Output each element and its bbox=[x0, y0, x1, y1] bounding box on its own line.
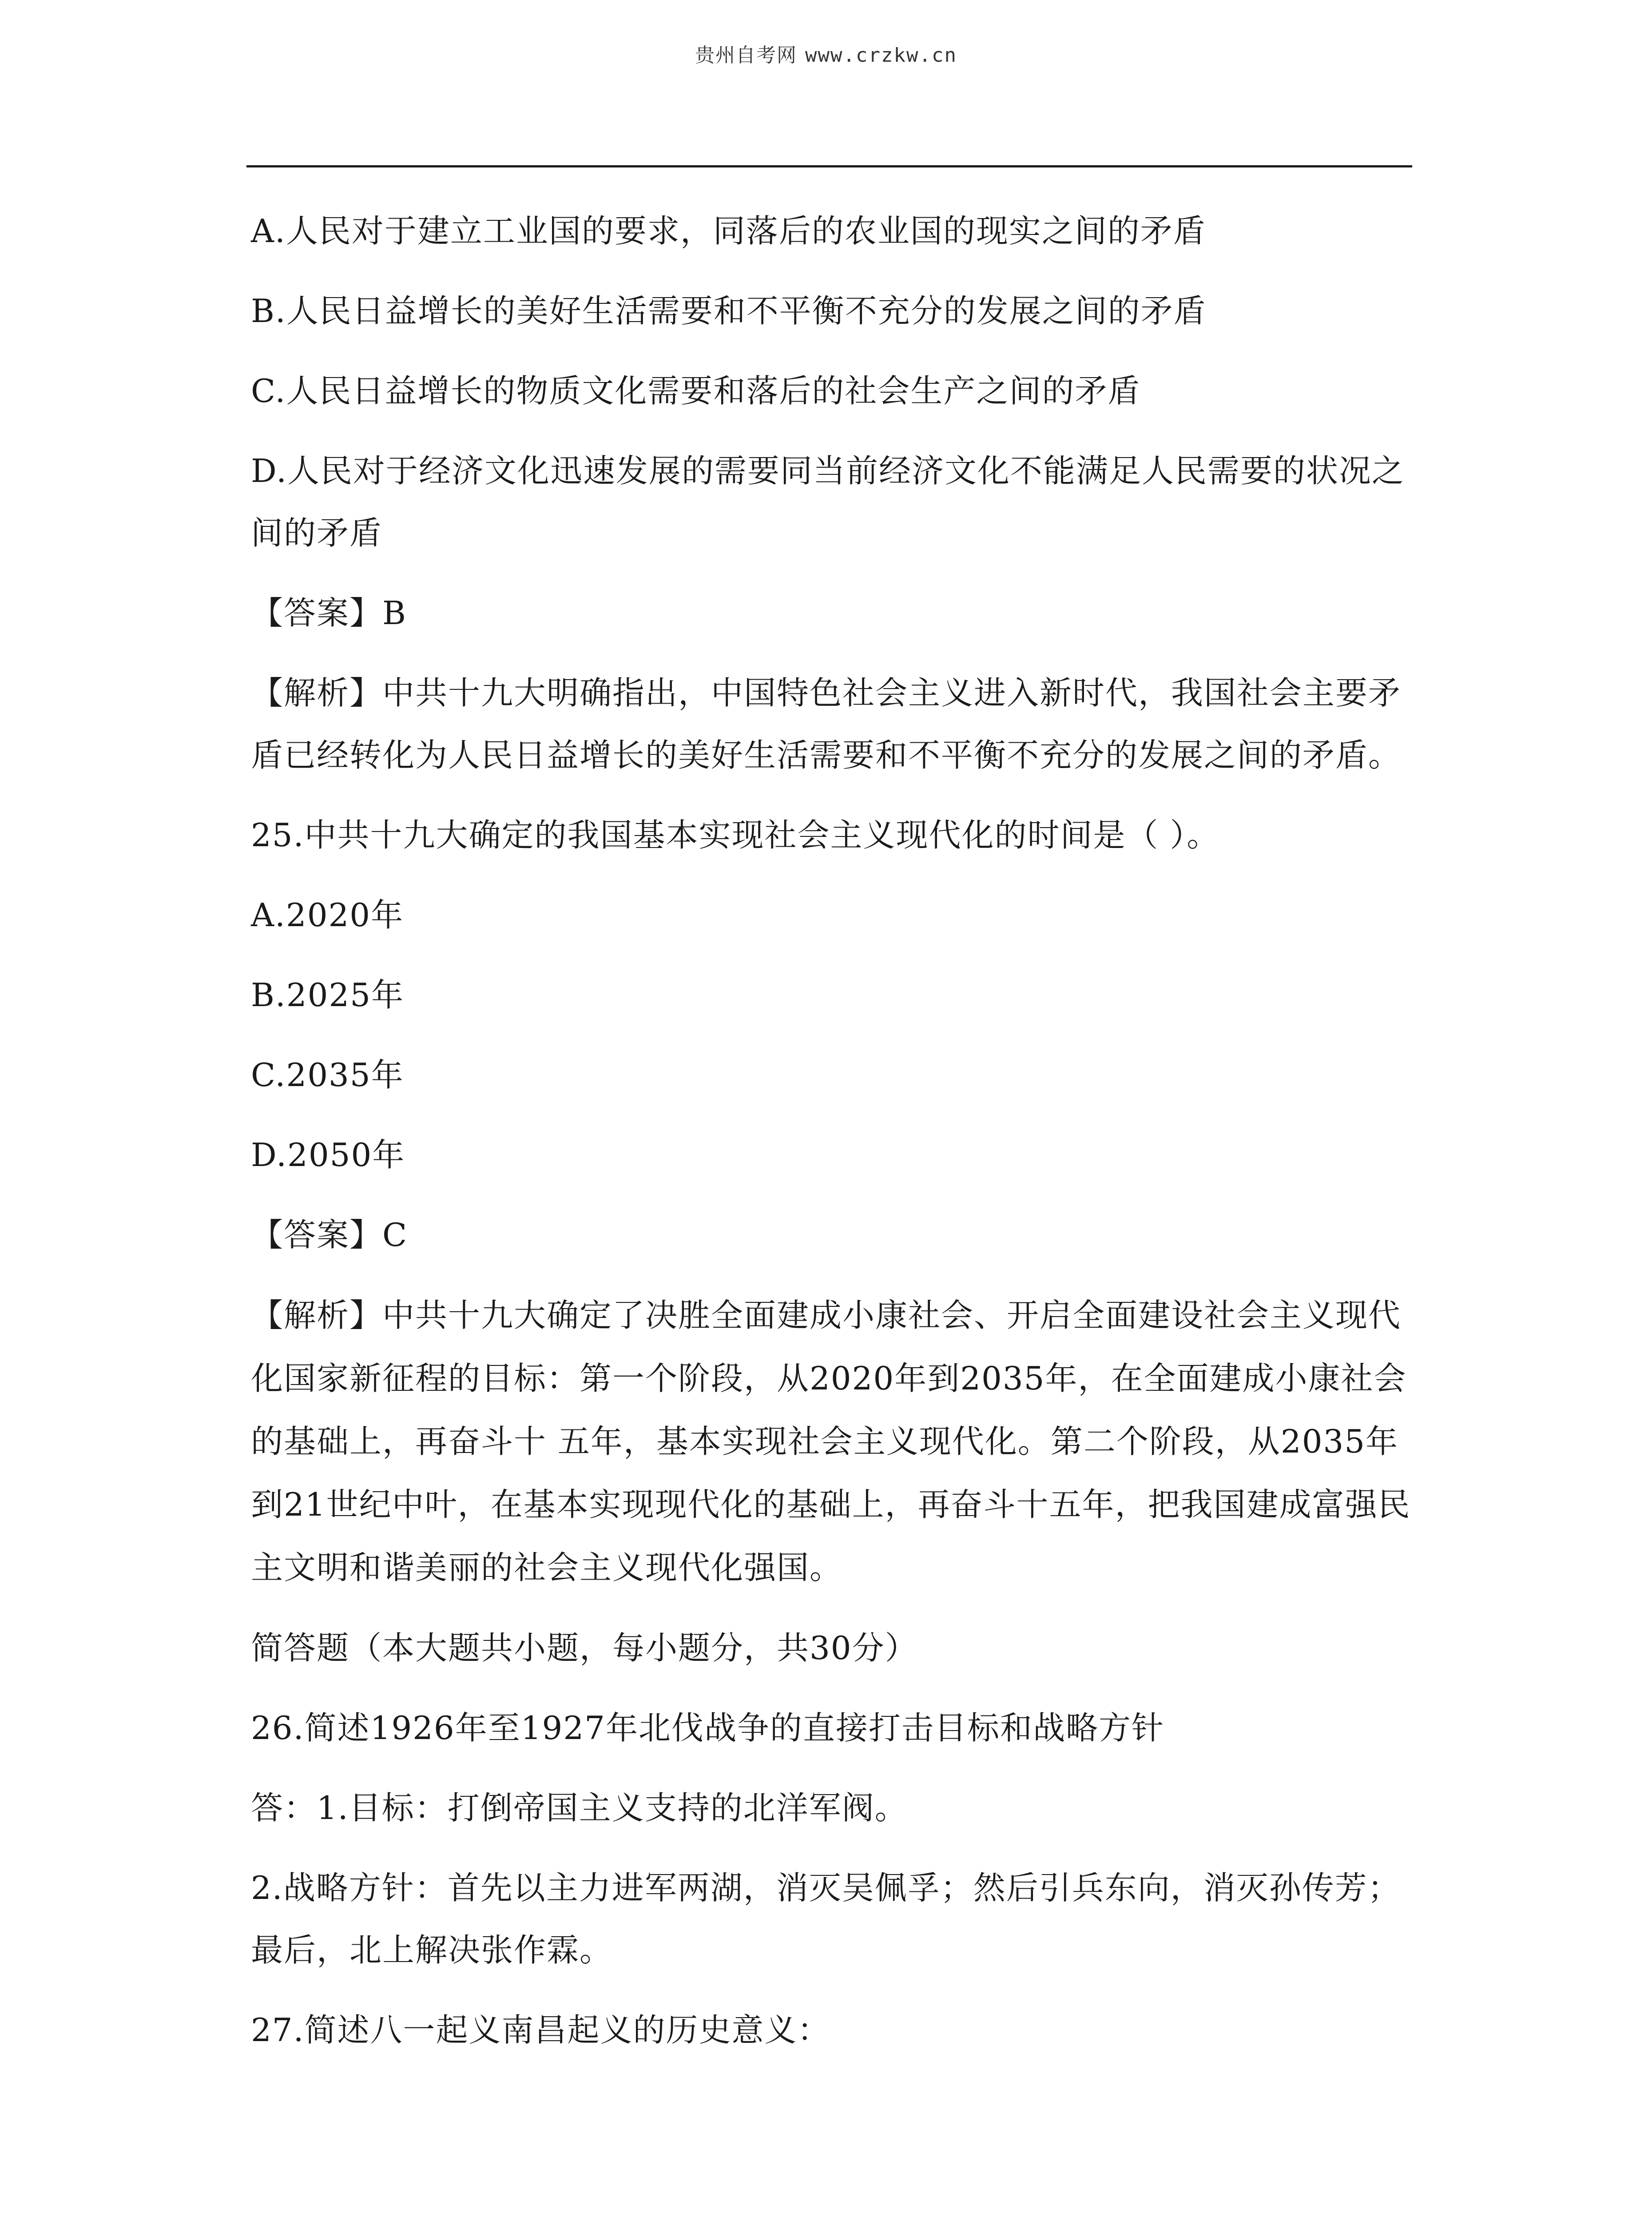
option-a-q25: A.2020年 bbox=[251, 896, 404, 934]
explanation-q25: 【解析】中共十九大确定了决胜全面建成小康社会、开启全面建设社会主义现代化国家新征程的目标：第一个阶段，从2020年到2035年，在全面建成小康社会的基础上，再奋斗十 五年，基本实现社会主义现代化。第二个阶段，从2035年到21世纪中叶，在基本实现现代化的基础上，再奋斗十五年，把我国建成富强民主文明和谐美丽的社会主义现代化强国。 bbox=[251, 1297, 1411, 1586]
option-a-q24: A.人民对于建立工业国的要求，同落后的农业国的现实之间的矛盾 bbox=[251, 212, 1206, 250]
page-header bbox=[0, 39, 1652, 68]
option-c-q25: C.2035年 bbox=[251, 1056, 404, 1094]
question-25: 25.中共十九大确定的我国基本实现社会主义现代化的时间是（ ）。 bbox=[251, 816, 1220, 854]
option-d-q24: D.人民对于经济文化迅速发展的需要同当前经济文化不能满足人民需要的状况之间的矛盾 bbox=[251, 452, 1405, 552]
explanation-q24: 【解析】中共十九大明确指出，中国特色社会主义进入新时代，我国社会主要矛盾已经转化为人民日益增长的美好生活需要和不平衡不充分的发展之间的矛盾。 bbox=[251, 674, 1402, 774]
answer-q26-item-1: 答：1.目标：打倒帝国主义支持的北洋军阀。 bbox=[251, 1789, 908, 1827]
document-body bbox=[251, 200, 1414, 2079]
header-title: 贵州自考网 bbox=[695, 44, 798, 67]
option-c-q24: C.人民日益增长的物质文化需要和落后的社会生产之间的矛盾 bbox=[251, 372, 1141, 410]
option-d-q25: D.2050年 bbox=[251, 1136, 405, 1174]
header-site-url: www.crzkw.cn bbox=[805, 44, 957, 67]
answer-q24: 【答案】B bbox=[251, 594, 407, 632]
option-b-q24: B.人民日益增长的美好生活需要和不平衡不充分的发展之间的矛盾 bbox=[251, 292, 1207, 330]
header-divider bbox=[246, 165, 1412, 167]
section-heading: 简答题（本大题共小题，每小题分，共30分） bbox=[251, 1629, 918, 1667]
question-26: 26.简述1926年至1927年北伐战争的直接打击目标和战略方针 bbox=[251, 1709, 1164, 1747]
answer-q26-item-2: 2.战略方针：首先以主力进军两湖，消灭吴佩孚；然后引兵东向，消灭孙传芳；最后，北上解决张作霖。 bbox=[251, 1869, 1401, 1969]
answer-q25: 【答案】C bbox=[251, 1216, 408, 1254]
option-b-q25: B.2025年 bbox=[251, 976, 405, 1014]
question-27: 27.简述八一起义南昌起义的历史意义： bbox=[251, 2011, 830, 2049]
